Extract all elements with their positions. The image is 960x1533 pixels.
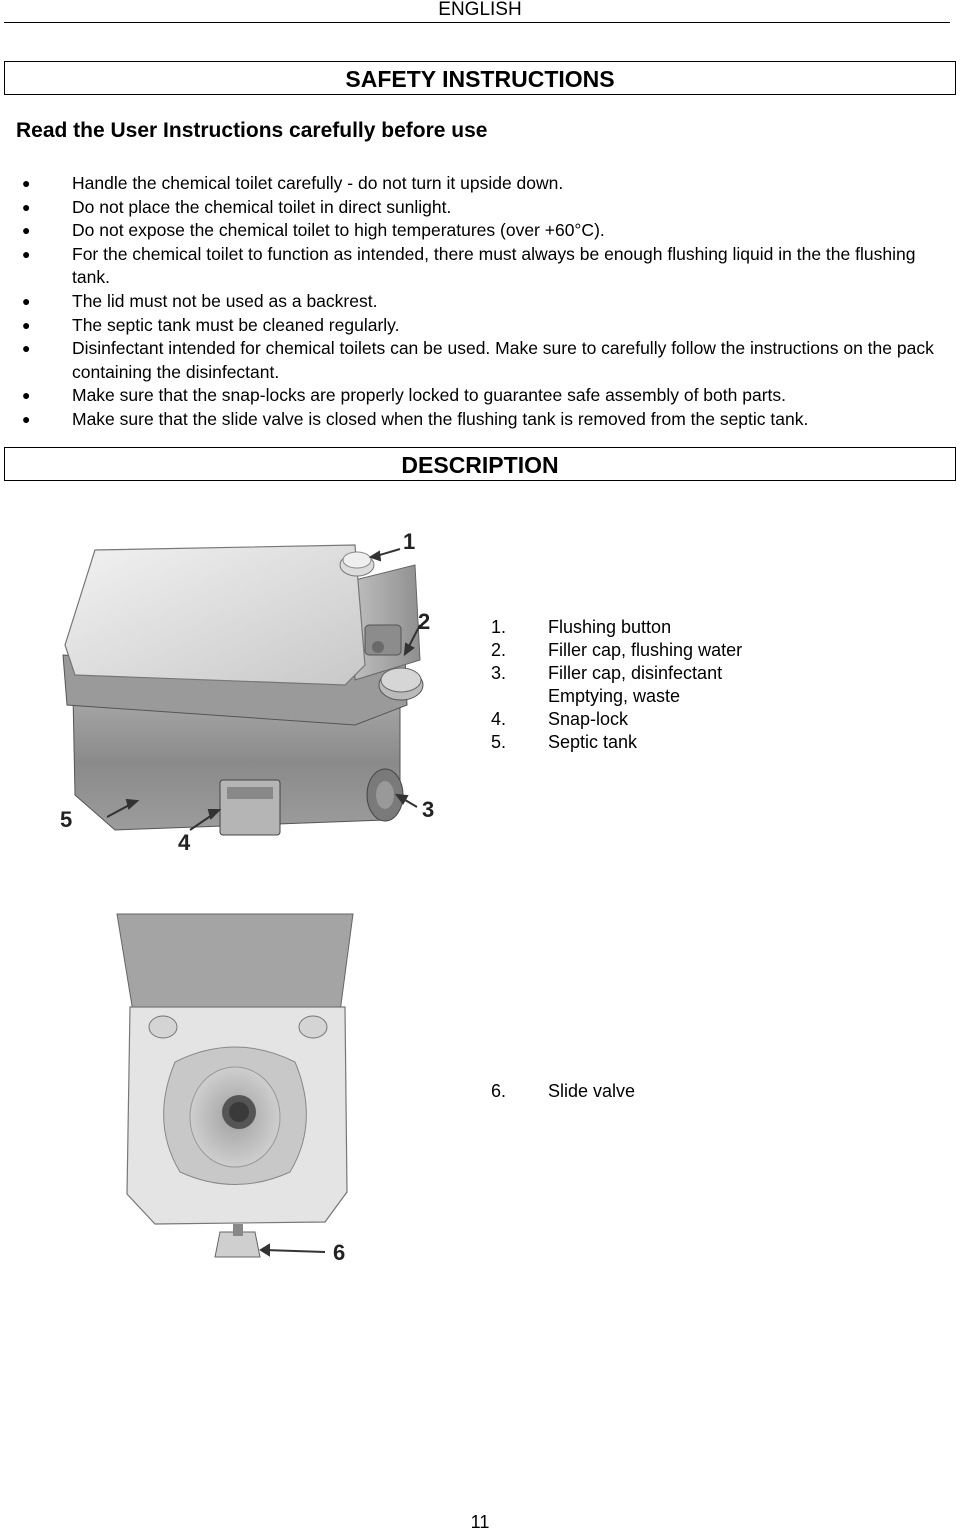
part-number: 1. [491,617,507,637]
bullet-icon: ● [22,198,31,215]
safety-instructions-heading: SAFETY INSTRUCTIONS [4,61,956,95]
parts-list [491,616,742,754]
part-label: Flushing button [548,617,672,637]
part-label: Snap-lock [548,709,629,729]
part-label: Filler cap, disinfectant [548,663,723,683]
part-number: 6. [491,1081,507,1101]
bullet-icon: ● [22,340,31,357]
part-number: 4. [491,709,507,729]
list-item-text: Make sure that the snap-locks are properly locked to guarantee safe assembly of both parts. [72,385,786,406]
list-item [0,243,960,290]
safety-intro: Read the User Instructions carefully before use [16,119,488,142]
list-item [0,196,960,220]
bullet-icon: ● [22,316,31,333]
bullet-icon: ● [22,245,31,262]
list-item [0,384,960,408]
list-item [491,616,742,639]
list-item [0,314,960,338]
part-number: 5. [491,732,507,752]
header-divider [4,22,950,23]
list-item [0,219,960,243]
callout-3: 3 [422,797,435,822]
callout-2: 2 [418,609,431,634]
list-item-text: Do not expose the chemical toilet to high temperatures (over +60°C). [72,220,605,241]
header-language: ENGLISH [438,0,522,20]
list-item [491,639,742,662]
list-item [491,731,742,754]
part-number: 3. [491,663,507,683]
list-item [491,685,742,708]
toilet-top-photo [115,912,355,1272]
part-label: Filler cap, flushing water [548,640,743,660]
part-number: 2. [491,640,507,660]
list-item [0,290,960,314]
list-item-text: Make sure that the slide valve is closed when the flushing tank is removed from the septic tank. [72,408,809,429]
toilet-side-photo [55,525,455,855]
list-item [0,337,960,384]
part-label: Septic tank [548,732,638,752]
callout-6: 6 [333,1240,346,1265]
bullet-icon: ● [22,292,31,309]
list-item [491,708,742,731]
callout-4: 4 [178,830,191,855]
callout-1: 1 [403,529,416,554]
bullet-icon: ● [22,410,31,427]
bullet-icon: ● [22,387,31,404]
list-item-text: The septic tank must be cleaned regularly. [72,314,400,335]
part-label: Slide valve [548,1081,636,1101]
list-item [0,408,960,432]
part-label: Emptying, waste [548,686,681,706]
list-item [0,172,960,196]
page-number: 11 [470,1512,490,1532]
list-item [491,1080,635,1103]
callout-5: 5 [60,807,73,832]
bullet-icon: ● [22,222,31,239]
list-item-text: Do not place the chemical toilet in direct sunlight. [72,196,452,217]
bullet-icon: ● [22,175,31,191]
list-item-text: Handle the chemical toilet carefully - do not turn it upside down. [72,173,564,193]
list-item-text: The lid must not be used as a backrest. [72,290,378,311]
list-item-text: Disinfectant intended for chemical toilets can be used. Make sure to carefully follow the instructions on the pack containing the disinfectant. [72,338,934,382]
list-item [491,662,742,685]
safety-list [0,172,960,432]
description-heading: DESCRIPTION [4,447,956,481]
list-item-text: For the chemical toilet to function as intended, there must always be enough flushing liquid in the the flushing tank. [72,243,916,288]
